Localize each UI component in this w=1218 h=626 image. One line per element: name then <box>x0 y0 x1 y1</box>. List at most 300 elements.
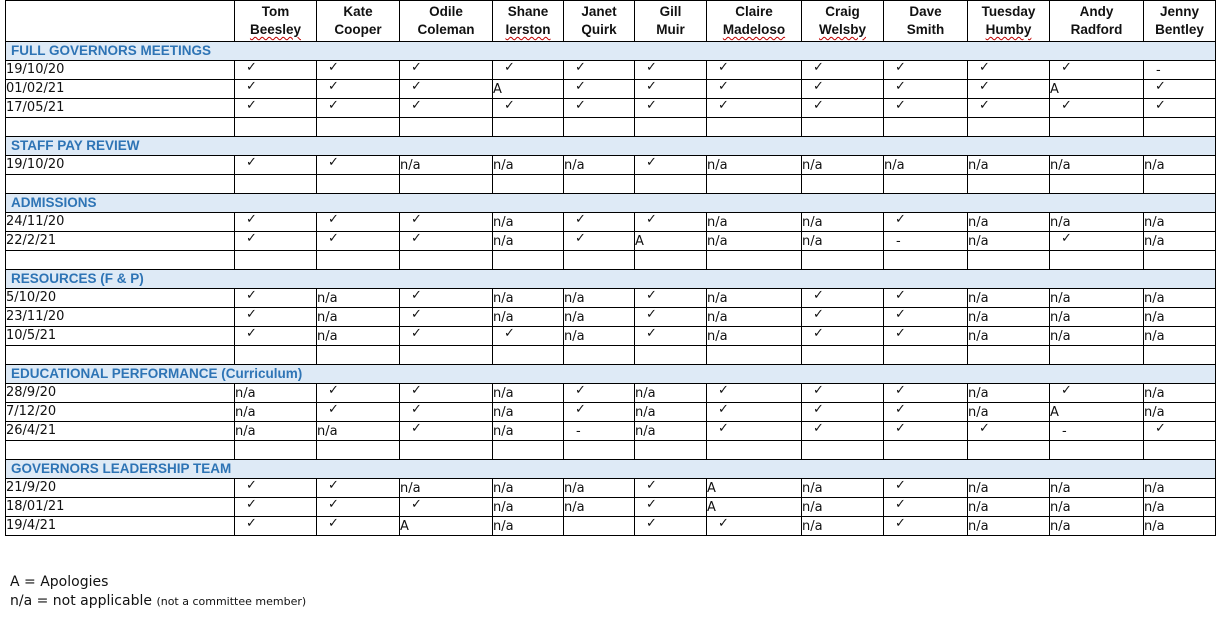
attendance-cell: ✓ <box>317 403 400 422</box>
attendance-cell: n/a <box>493 289 564 308</box>
attendance-cell: ✓ <box>802 403 884 422</box>
meeting-date: 18/01/21 <box>6 498 235 517</box>
section-header-row <box>6 270 1216 289</box>
empty-cell <box>6 118 235 137</box>
meeting-date: 19/10/20 <box>6 61 235 80</box>
empty-cell <box>635 441 707 460</box>
empty-cell <box>635 175 707 194</box>
empty-cell <box>235 441 317 460</box>
empty-cell <box>802 346 884 365</box>
attendance-cell: ✓ <box>884 403 968 422</box>
attendance-cell: ✓ <box>1050 99 1144 118</box>
governor-last-name: Ierston <box>505 22 551 37</box>
attendance-cell: ✓ <box>400 327 493 346</box>
attendance-cell: n/a <box>968 384 1050 403</box>
empty-cell <box>802 175 884 194</box>
attendance-cell: n/a <box>1050 498 1144 517</box>
attendance-cell: ✓ <box>235 80 317 99</box>
attendance-cell: ✓ <box>317 156 400 175</box>
empty-cell <box>1050 175 1144 194</box>
empty-cell <box>564 118 635 137</box>
empty-cell <box>235 175 317 194</box>
attendance-cell: ✓ <box>235 517 317 536</box>
attendance-cell: n/a <box>1144 403 1216 422</box>
governor-first-name: Odile <box>429 4 463 19</box>
empty-cell <box>317 118 400 137</box>
attendance-cell: ✓ <box>884 384 968 403</box>
attendance-cell: n/a <box>1050 156 1144 175</box>
column-header <box>400 1 493 42</box>
empty-cell <box>968 175 1050 194</box>
meeting-row <box>6 517 1216 536</box>
meeting-date: 01/02/21 <box>6 80 235 99</box>
attendance-cell: ✓ <box>884 80 968 99</box>
spacer-row <box>6 251 1216 270</box>
empty-cell <box>400 346 493 365</box>
attendance-cell: ✓ <box>400 384 493 403</box>
attendance-cell: ✓ <box>1050 384 1144 403</box>
attendance-cell: n/a <box>564 327 635 346</box>
attendance-cell: n/a <box>968 403 1050 422</box>
attendance-cell: A <box>400 517 493 536</box>
attendance-cell: ✓ <box>493 327 564 346</box>
empty-cell <box>317 441 400 460</box>
empty-cell <box>884 118 968 137</box>
attendance-cell: n/a <box>968 479 1050 498</box>
attendance-cell: n/a <box>635 384 707 403</box>
attendance-cell: A <box>493 80 564 99</box>
attendance-cell: - <box>564 422 635 441</box>
attendance-cell: ✓ <box>235 99 317 118</box>
meeting-row <box>6 232 1216 251</box>
attendance-cell: n/a <box>235 384 317 403</box>
meeting-row <box>6 327 1216 346</box>
section-title: FULL GOVERNORS MEETINGS <box>6 42 1216 61</box>
attendance-cell: n/a <box>968 213 1050 232</box>
spacer-row <box>6 175 1216 194</box>
governor-last-name: Cooper <box>334 22 382 37</box>
attendance-cell: ✓ <box>635 156 707 175</box>
attendance-cell: ✓ <box>635 289 707 308</box>
attendance-cell: ✓ <box>884 99 968 118</box>
attendance-cell: ✓ <box>564 403 635 422</box>
attendance-cell: ✓ <box>235 156 317 175</box>
governor-last-name: Radford <box>1070 22 1123 37</box>
spacer-row <box>6 441 1216 460</box>
attendance-cell: ✓ <box>635 213 707 232</box>
attendance-cell: ✓ <box>235 213 317 232</box>
column-header <box>317 1 400 42</box>
attendance-table <box>5 0 1216 536</box>
empty-cell <box>6 251 235 270</box>
attendance-cell: n/a <box>802 156 884 175</box>
empty-cell <box>1144 346 1216 365</box>
empty-cell <box>1144 251 1216 270</box>
empty-cell <box>400 251 493 270</box>
meeting-row <box>6 308 1216 327</box>
attendance-cell: ✓ <box>884 213 968 232</box>
attendance-cell: n/a <box>968 289 1050 308</box>
attendance-cell: n/a <box>1144 232 1216 251</box>
governor-last-name: Muir <box>656 22 685 37</box>
empty-cell <box>6 175 235 194</box>
attendance-cell: ✓ <box>802 99 884 118</box>
empty-cell <box>317 346 400 365</box>
spacer-row <box>6 118 1216 137</box>
header-corner <box>6 1 235 42</box>
section-header-row <box>6 460 1216 479</box>
empty-cell <box>564 441 635 460</box>
attendance-cell: ✓ <box>884 498 968 517</box>
section-header-row <box>6 365 1216 384</box>
attendance-cell: ✓ <box>1144 99 1216 118</box>
governor-last-name: Bentley <box>1155 22 1204 37</box>
empty-cell <box>707 175 802 194</box>
empty-cell <box>884 251 968 270</box>
attendance-cell: ✓ <box>564 232 635 251</box>
attendance-cell: n/a <box>802 232 884 251</box>
attendance-cell: ✓ <box>317 61 400 80</box>
meeting-row <box>6 80 1216 99</box>
empty-cell <box>635 346 707 365</box>
attendance-cell: ✓ <box>564 80 635 99</box>
section-title: RESOURCES (F & P) <box>6 270 1216 289</box>
meeting-row <box>6 156 1216 175</box>
attendance-cell: n/a <box>707 156 802 175</box>
empty-cell <box>968 251 1050 270</box>
attendance-cell: ✓ <box>400 403 493 422</box>
attendance-cell: n/a <box>802 479 884 498</box>
empty-cell <box>493 346 564 365</box>
attendance-cell: n/a <box>1144 517 1216 536</box>
empty-cell <box>493 118 564 137</box>
attendance-cell: ✓ <box>884 479 968 498</box>
attendance-cell: n/a <box>317 308 400 327</box>
meeting-row <box>6 403 1216 422</box>
attendance-cell: - <box>1050 422 1144 441</box>
meeting-date: 22/2/21 <box>6 232 235 251</box>
attendance-cell: ✓ <box>317 232 400 251</box>
attendance-cell: A <box>707 498 802 517</box>
attendance-cell: n/a <box>968 517 1050 536</box>
section-title: EDUCATIONAL PERFORMANCE (Curriculum) <box>6 365 1216 384</box>
attendance-cell: ✓ <box>802 384 884 403</box>
attendance-cell: ✓ <box>235 289 317 308</box>
attendance-cell: A <box>635 232 707 251</box>
empty-cell <box>564 175 635 194</box>
attendance-cell: n/a <box>802 213 884 232</box>
attendance-cell: n/a <box>968 232 1050 251</box>
attendance-cell: ✓ <box>400 498 493 517</box>
empty-cell <box>635 118 707 137</box>
attendance-cell: ✓ <box>400 232 493 251</box>
governor-last-name: Coleman <box>417 22 475 37</box>
legend-apologies: A = Apologies <box>10 574 109 590</box>
attendance-cell: ✓ <box>802 422 884 441</box>
empty-cell <box>1144 441 1216 460</box>
header-row <box>6 1 1216 42</box>
column-header <box>635 1 707 42</box>
empty-cell <box>1050 251 1144 270</box>
attendance-cell: ✓ <box>564 61 635 80</box>
attendance-cell: ✓ <box>317 517 400 536</box>
attendance-cell: n/a <box>968 156 1050 175</box>
legend-na-note: (not a committee member) <box>156 595 307 608</box>
attendance-cell: n/a <box>1050 308 1144 327</box>
section-title: ADMISSIONS <box>6 194 1216 213</box>
attendance-cell: n/a <box>1144 327 1216 346</box>
spacer-row <box>6 346 1216 365</box>
empty-cell <box>6 346 235 365</box>
attendance-cell: ✓ <box>400 289 493 308</box>
attendance-cell: ✓ <box>400 61 493 80</box>
attendance-cell: n/a <box>1144 156 1216 175</box>
attendance-cell: ✓ <box>635 80 707 99</box>
attendance-cell: ✓ <box>317 498 400 517</box>
meeting-date: 28/9/20 <box>6 384 235 403</box>
attendance-cell: ✓ <box>235 327 317 346</box>
empty-cell <box>968 441 1050 460</box>
attendance-cell: n/a <box>635 422 707 441</box>
attendance-cell: ✓ <box>564 384 635 403</box>
attendance-cell: ✓ <box>884 327 968 346</box>
attendance-cell: ✓ <box>802 80 884 99</box>
attendance-cell: ✓ <box>635 517 707 536</box>
column-header <box>493 1 564 42</box>
attendance-cell: ✓ <box>802 61 884 80</box>
empty-cell <box>493 175 564 194</box>
attendance-cell: n/a <box>317 422 400 441</box>
attendance-cell: ✓ <box>968 61 1050 80</box>
governor-first-name: Gill <box>659 4 682 19</box>
empty-cell <box>400 441 493 460</box>
empty-cell <box>1144 118 1216 137</box>
meeting-date: 26/4/21 <box>6 422 235 441</box>
meeting-date: 10/5/21 <box>6 327 235 346</box>
empty-cell <box>493 441 564 460</box>
attendance-cell: ✓ <box>707 403 802 422</box>
column-header <box>1144 1 1216 42</box>
attendance-cell: ✓ <box>564 213 635 232</box>
governor-first-name: Dave <box>909 4 942 19</box>
empty-cell <box>635 251 707 270</box>
attendance-cell: ✓ <box>235 61 317 80</box>
section-title: STAFF PAY REVIEW <box>6 137 1216 156</box>
column-header <box>1050 1 1144 42</box>
attendance-cell: ✓ <box>235 232 317 251</box>
attendance-cell: ✓ <box>884 289 968 308</box>
governor-first-name: Claire <box>735 4 773 19</box>
attendance-cell: ✓ <box>707 422 802 441</box>
attendance-cell: n/a <box>802 517 884 536</box>
governor-last-name: Beesley <box>249 22 302 37</box>
attendance-cell: n/a <box>707 308 802 327</box>
meeting-date: 24/11/20 <box>6 213 235 232</box>
governor-first-name: Jenny <box>1159 4 1200 19</box>
meeting-date: 19/10/20 <box>6 156 235 175</box>
governor-first-name: Kate <box>343 4 373 19</box>
attendance-cell: n/a <box>1050 327 1144 346</box>
section-title: GOVERNORS LEADERSHIP TEAM <box>6 460 1216 479</box>
meeting-row <box>6 422 1216 441</box>
attendance-cell: n/a <box>707 213 802 232</box>
attendance-cell: ✓ <box>235 498 317 517</box>
meeting-date: 17/05/21 <box>6 99 235 118</box>
meeting-date: 21/9/20 <box>6 479 235 498</box>
attendance-cell <box>564 517 635 536</box>
empty-cell <box>1050 441 1144 460</box>
empty-cell <box>400 118 493 137</box>
empty-cell <box>968 118 1050 137</box>
attendance-cell: n/a <box>968 327 1050 346</box>
attendance-cell: ✓ <box>400 422 493 441</box>
attendance-cell: ✓ <box>1050 61 1144 80</box>
attendance-cell: ✓ <box>400 308 493 327</box>
empty-cell <box>6 441 235 460</box>
attendance-cell: ✓ <box>400 99 493 118</box>
attendance-cell: ✓ <box>317 99 400 118</box>
governor-first-name: Janet <box>581 4 617 19</box>
meeting-date: 7/12/20 <box>6 403 235 422</box>
legend-not-applicable <box>10 592 306 611</box>
attendance-cell: ✓ <box>564 99 635 118</box>
attendance-cell: - <box>1144 61 1216 80</box>
attendance-cell: n/a <box>968 498 1050 517</box>
column-header <box>235 1 317 42</box>
attendance-cell: n/a <box>707 232 802 251</box>
empty-cell <box>884 346 968 365</box>
attendance-cell: n/a <box>707 289 802 308</box>
governor-first-name: Craig <box>825 4 860 19</box>
attendance-cell: ✓ <box>968 80 1050 99</box>
attendance-cell: ✓ <box>1050 232 1144 251</box>
attendance-cell: ✓ <box>884 517 968 536</box>
attendance-cell: n/a <box>493 232 564 251</box>
meeting-row <box>6 384 1216 403</box>
attendance-cell: n/a <box>493 384 564 403</box>
attendance-cell: n/a <box>317 289 400 308</box>
attendance-cell: ✓ <box>968 99 1050 118</box>
empty-cell <box>707 441 802 460</box>
column-header <box>707 1 802 42</box>
meeting-row <box>6 99 1216 118</box>
attendance-cell: n/a <box>1144 308 1216 327</box>
attendance-cell: ✓ <box>707 384 802 403</box>
attendance-cell: ✓ <box>802 308 884 327</box>
empty-cell <box>884 441 968 460</box>
attendance-cell: n/a <box>493 156 564 175</box>
attendance-cell: n/a <box>1144 384 1216 403</box>
attendance-cell: ✓ <box>235 479 317 498</box>
governor-first-name: Tom <box>261 4 290 19</box>
empty-cell <box>564 251 635 270</box>
attendance-cell: ✓ <box>400 213 493 232</box>
attendance-cell: n/a <box>493 308 564 327</box>
legend-na-text: n/a = not applicable <box>10 593 152 609</box>
attendance-cell: n/a <box>1050 213 1144 232</box>
empty-cell <box>317 251 400 270</box>
attendance-cell: n/a <box>493 517 564 536</box>
attendance-cell: A <box>1050 403 1144 422</box>
empty-cell <box>493 251 564 270</box>
empty-cell <box>968 346 1050 365</box>
attendance-cell: n/a <box>884 156 968 175</box>
attendance-cell: ✓ <box>635 479 707 498</box>
empty-cell <box>1050 118 1144 137</box>
attendance-cell: n/a <box>564 479 635 498</box>
attendance-cell: n/a <box>1050 289 1144 308</box>
attendance-cell: ✓ <box>235 308 317 327</box>
attendance-cell: ✓ <box>317 213 400 232</box>
attendance-cell: n/a <box>493 403 564 422</box>
empty-cell <box>1050 346 1144 365</box>
meeting-date: 23/11/20 <box>6 308 235 327</box>
attendance-cell: ✓ <box>884 308 968 327</box>
attendance-cell: ✓ <box>884 422 968 441</box>
attendance-cell: n/a <box>564 498 635 517</box>
attendance-cell: A <box>1050 80 1144 99</box>
section-header-row <box>6 137 1216 156</box>
meeting-row <box>6 479 1216 498</box>
attendance-cell: ✓ <box>707 80 802 99</box>
meeting-date: 5/10/20 <box>6 289 235 308</box>
governor-first-name: Tuesday <box>981 4 1036 19</box>
attendance-cell: ✓ <box>802 327 884 346</box>
attendance-cell: ✓ <box>317 479 400 498</box>
governor-first-name: Andy <box>1079 4 1114 19</box>
attendance-cell: n/a <box>1144 479 1216 498</box>
meeting-row <box>6 213 1216 232</box>
attendance-cell: n/a <box>235 422 317 441</box>
empty-cell <box>235 251 317 270</box>
attendance-cell: ✓ <box>493 99 564 118</box>
attendance-cell: n/a <box>968 308 1050 327</box>
attendance-cell: ✓ <box>317 80 400 99</box>
attendance-cell: ✓ <box>635 99 707 118</box>
attendance-cell: n/a <box>493 479 564 498</box>
attendance-cell: ✓ <box>884 61 968 80</box>
attendance-cell: ✓ <box>635 308 707 327</box>
empty-cell <box>235 118 317 137</box>
legend <box>10 573 306 611</box>
empty-cell <box>802 251 884 270</box>
attendance-cell: n/a <box>1144 289 1216 308</box>
attendance-cell: ✓ <box>802 289 884 308</box>
meeting-row <box>6 289 1216 308</box>
meeting-row <box>6 498 1216 517</box>
attendance-cell: n/a <box>564 308 635 327</box>
column-header <box>802 1 884 42</box>
attendance-cell: ✓ <box>707 99 802 118</box>
attendance-cell: ✓ <box>400 80 493 99</box>
attendance-cell: n/a <box>564 156 635 175</box>
column-header <box>564 1 635 42</box>
governor-last-name: Madeloso <box>722 22 786 37</box>
empty-cell <box>707 251 802 270</box>
attendance-cell: n/a <box>564 289 635 308</box>
attendance-cell: n/a <box>235 403 317 422</box>
empty-cell <box>707 118 802 137</box>
attendance-cell: n/a <box>400 156 493 175</box>
empty-cell <box>235 346 317 365</box>
meeting-row <box>6 61 1216 80</box>
attendance-cell: n/a <box>1050 479 1144 498</box>
attendance-cell: n/a <box>1050 517 1144 536</box>
governor-first-name: Shane <box>507 4 549 19</box>
governor-last-name: Humby <box>985 22 1032 37</box>
column-header <box>968 1 1050 42</box>
empty-cell <box>802 441 884 460</box>
